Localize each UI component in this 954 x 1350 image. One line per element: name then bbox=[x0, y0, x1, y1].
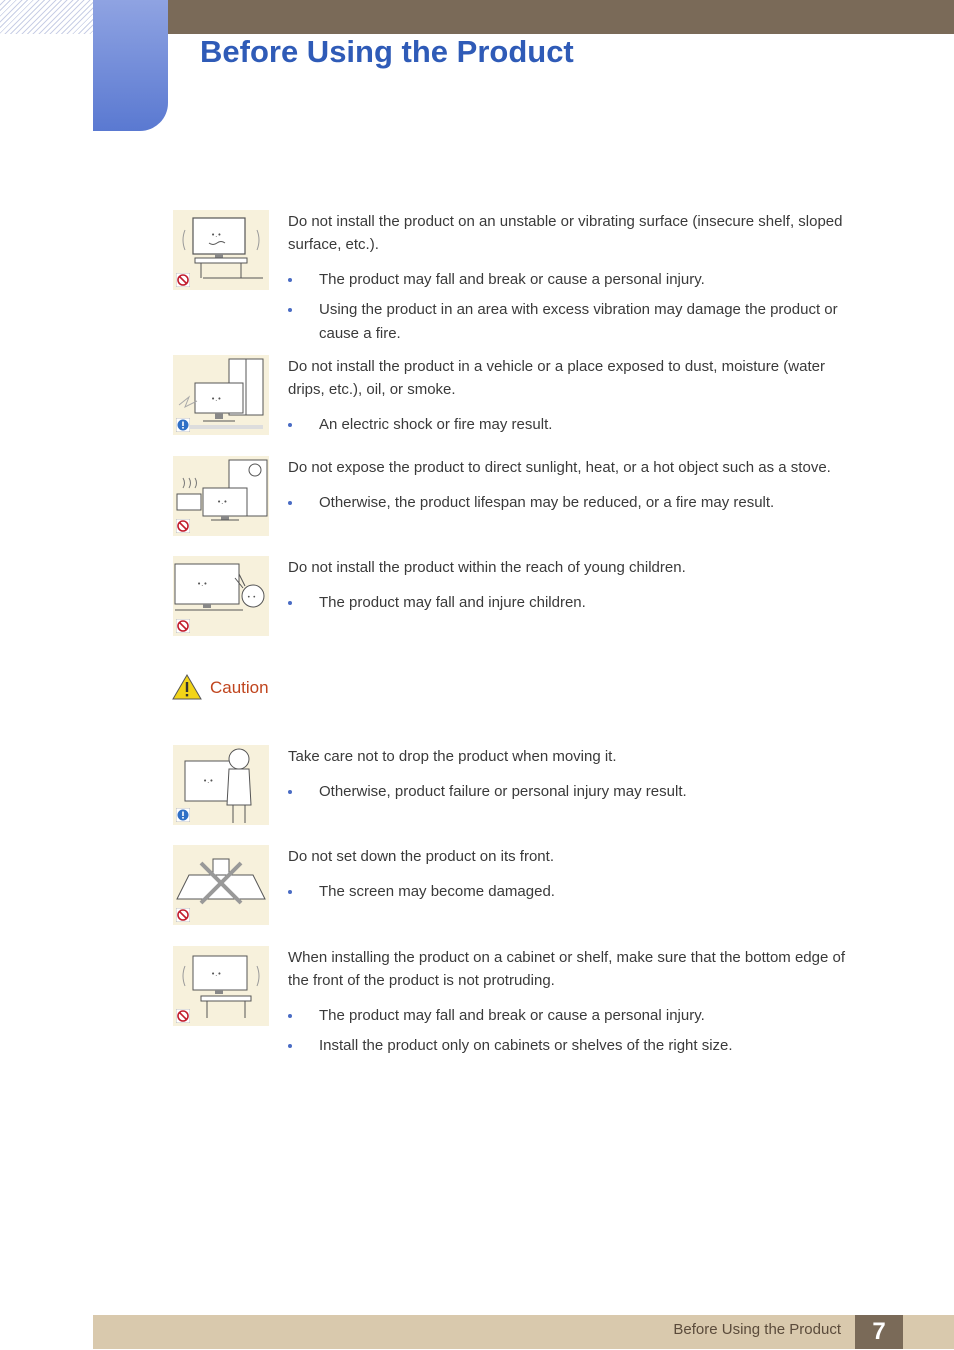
bullet-icon bbox=[288, 790, 292, 794]
instruction-text: Do not install the product on an unstable or vibrating surface (insecure shelf, sloped surface, etc.). bbox=[288, 213, 843, 253]
warning-icon bbox=[176, 418, 190, 432]
bullet-icon bbox=[288, 890, 292, 894]
bullet-icon bbox=[288, 601, 292, 605]
svg-text:•.•: •.• bbox=[211, 231, 222, 239]
bullet-icon bbox=[288, 1014, 292, 1018]
page-title: Before Using the Product bbox=[200, 34, 574, 69]
instruction-text: When installing the product on a cabinet or shelf, make sure that the bottom edge of the front of the product is not protruding. bbox=[288, 949, 845, 989]
bullet-icon bbox=[288, 308, 292, 312]
bullet-item: The product may fall and break or cause a personal injury. bbox=[288, 268, 848, 292]
svg-text:•.•: •.• bbox=[211, 970, 222, 978]
page-number: 7 bbox=[855, 1315, 903, 1349]
prohibited-icon bbox=[176, 1009, 190, 1023]
bullet-item: Install the product only on cabinets or shelves of the right size. bbox=[288, 1034, 848, 1058]
instruction-text: Take care not to drop the product when moving it. bbox=[288, 748, 617, 765]
footer-bar bbox=[93, 1315, 954, 1349]
chapter-tab bbox=[93, 0, 168, 131]
bullet-item: Otherwise, product failure or personal injury may result. bbox=[288, 780, 848, 804]
bullet-item: Using the product in an area with excess vibration may damage the product or cause a fire. bbox=[288, 298, 848, 346]
illustration-cabinet-edge bbox=[173, 946, 269, 1026]
bullet-icon bbox=[288, 501, 292, 505]
bullet-item: The screen may become damaged. bbox=[288, 880, 848, 904]
illustration-children bbox=[173, 556, 269, 636]
illustration-product-face-down bbox=[173, 845, 269, 925]
instruction-text: Do not expose the product to direct sunlight, heat, or a hot object such as a stove. bbox=[288, 459, 831, 476]
illustration-moving-product bbox=[173, 745, 269, 825]
footer-section-title: Before Using the Product bbox=[673, 1321, 841, 1338]
instruction-text: Do not set down the product on its front. bbox=[288, 848, 554, 865]
instruction-text: Do not install the product within the reach of young children. bbox=[288, 559, 686, 576]
bullet-icon bbox=[288, 423, 292, 427]
bullet-item: Otherwise, the product lifespan may be reduced, or a fire may result. bbox=[288, 491, 848, 515]
header-hatch-pattern bbox=[0, 0, 93, 34]
caution-heading bbox=[171, 673, 269, 701]
instruction-text: Do not install the product in a vehicle or a place exposed to dust, moisture (water drips, etc.), oil, or smoke. bbox=[288, 358, 825, 398]
svg-text:•.•: •.• bbox=[217, 498, 228, 506]
header-bar bbox=[168, 0, 954, 34]
prohibited-icon bbox=[176, 619, 190, 633]
illustration-vehicle-dust bbox=[173, 355, 269, 435]
bullet-item: An electric shock or fire may result. bbox=[288, 413, 848, 437]
svg-text:• •: • • bbox=[247, 594, 256, 601]
illustration-unstable-surface bbox=[173, 210, 269, 290]
caution-label: Caution bbox=[210, 678, 269, 697]
prohibited-icon bbox=[176, 519, 190, 533]
bullet-icon bbox=[288, 278, 292, 282]
bullet-item: The product may fall and injure children. bbox=[288, 591, 848, 615]
illustration-sunlight-heat bbox=[173, 456, 269, 536]
prohibited-icon bbox=[176, 273, 190, 287]
svg-text:•.•: •.• bbox=[211, 395, 222, 403]
prohibited-icon bbox=[176, 908, 190, 922]
caution-triangle-icon bbox=[171, 673, 203, 701]
bullet-icon bbox=[288, 1044, 292, 1048]
svg-text:•.•: •.• bbox=[203, 777, 214, 785]
bullet-item: The product may fall and break or cause a personal injury. bbox=[288, 1004, 848, 1028]
svg-text:•.•: •.• bbox=[197, 580, 208, 588]
warning-icon bbox=[176, 808, 190, 822]
